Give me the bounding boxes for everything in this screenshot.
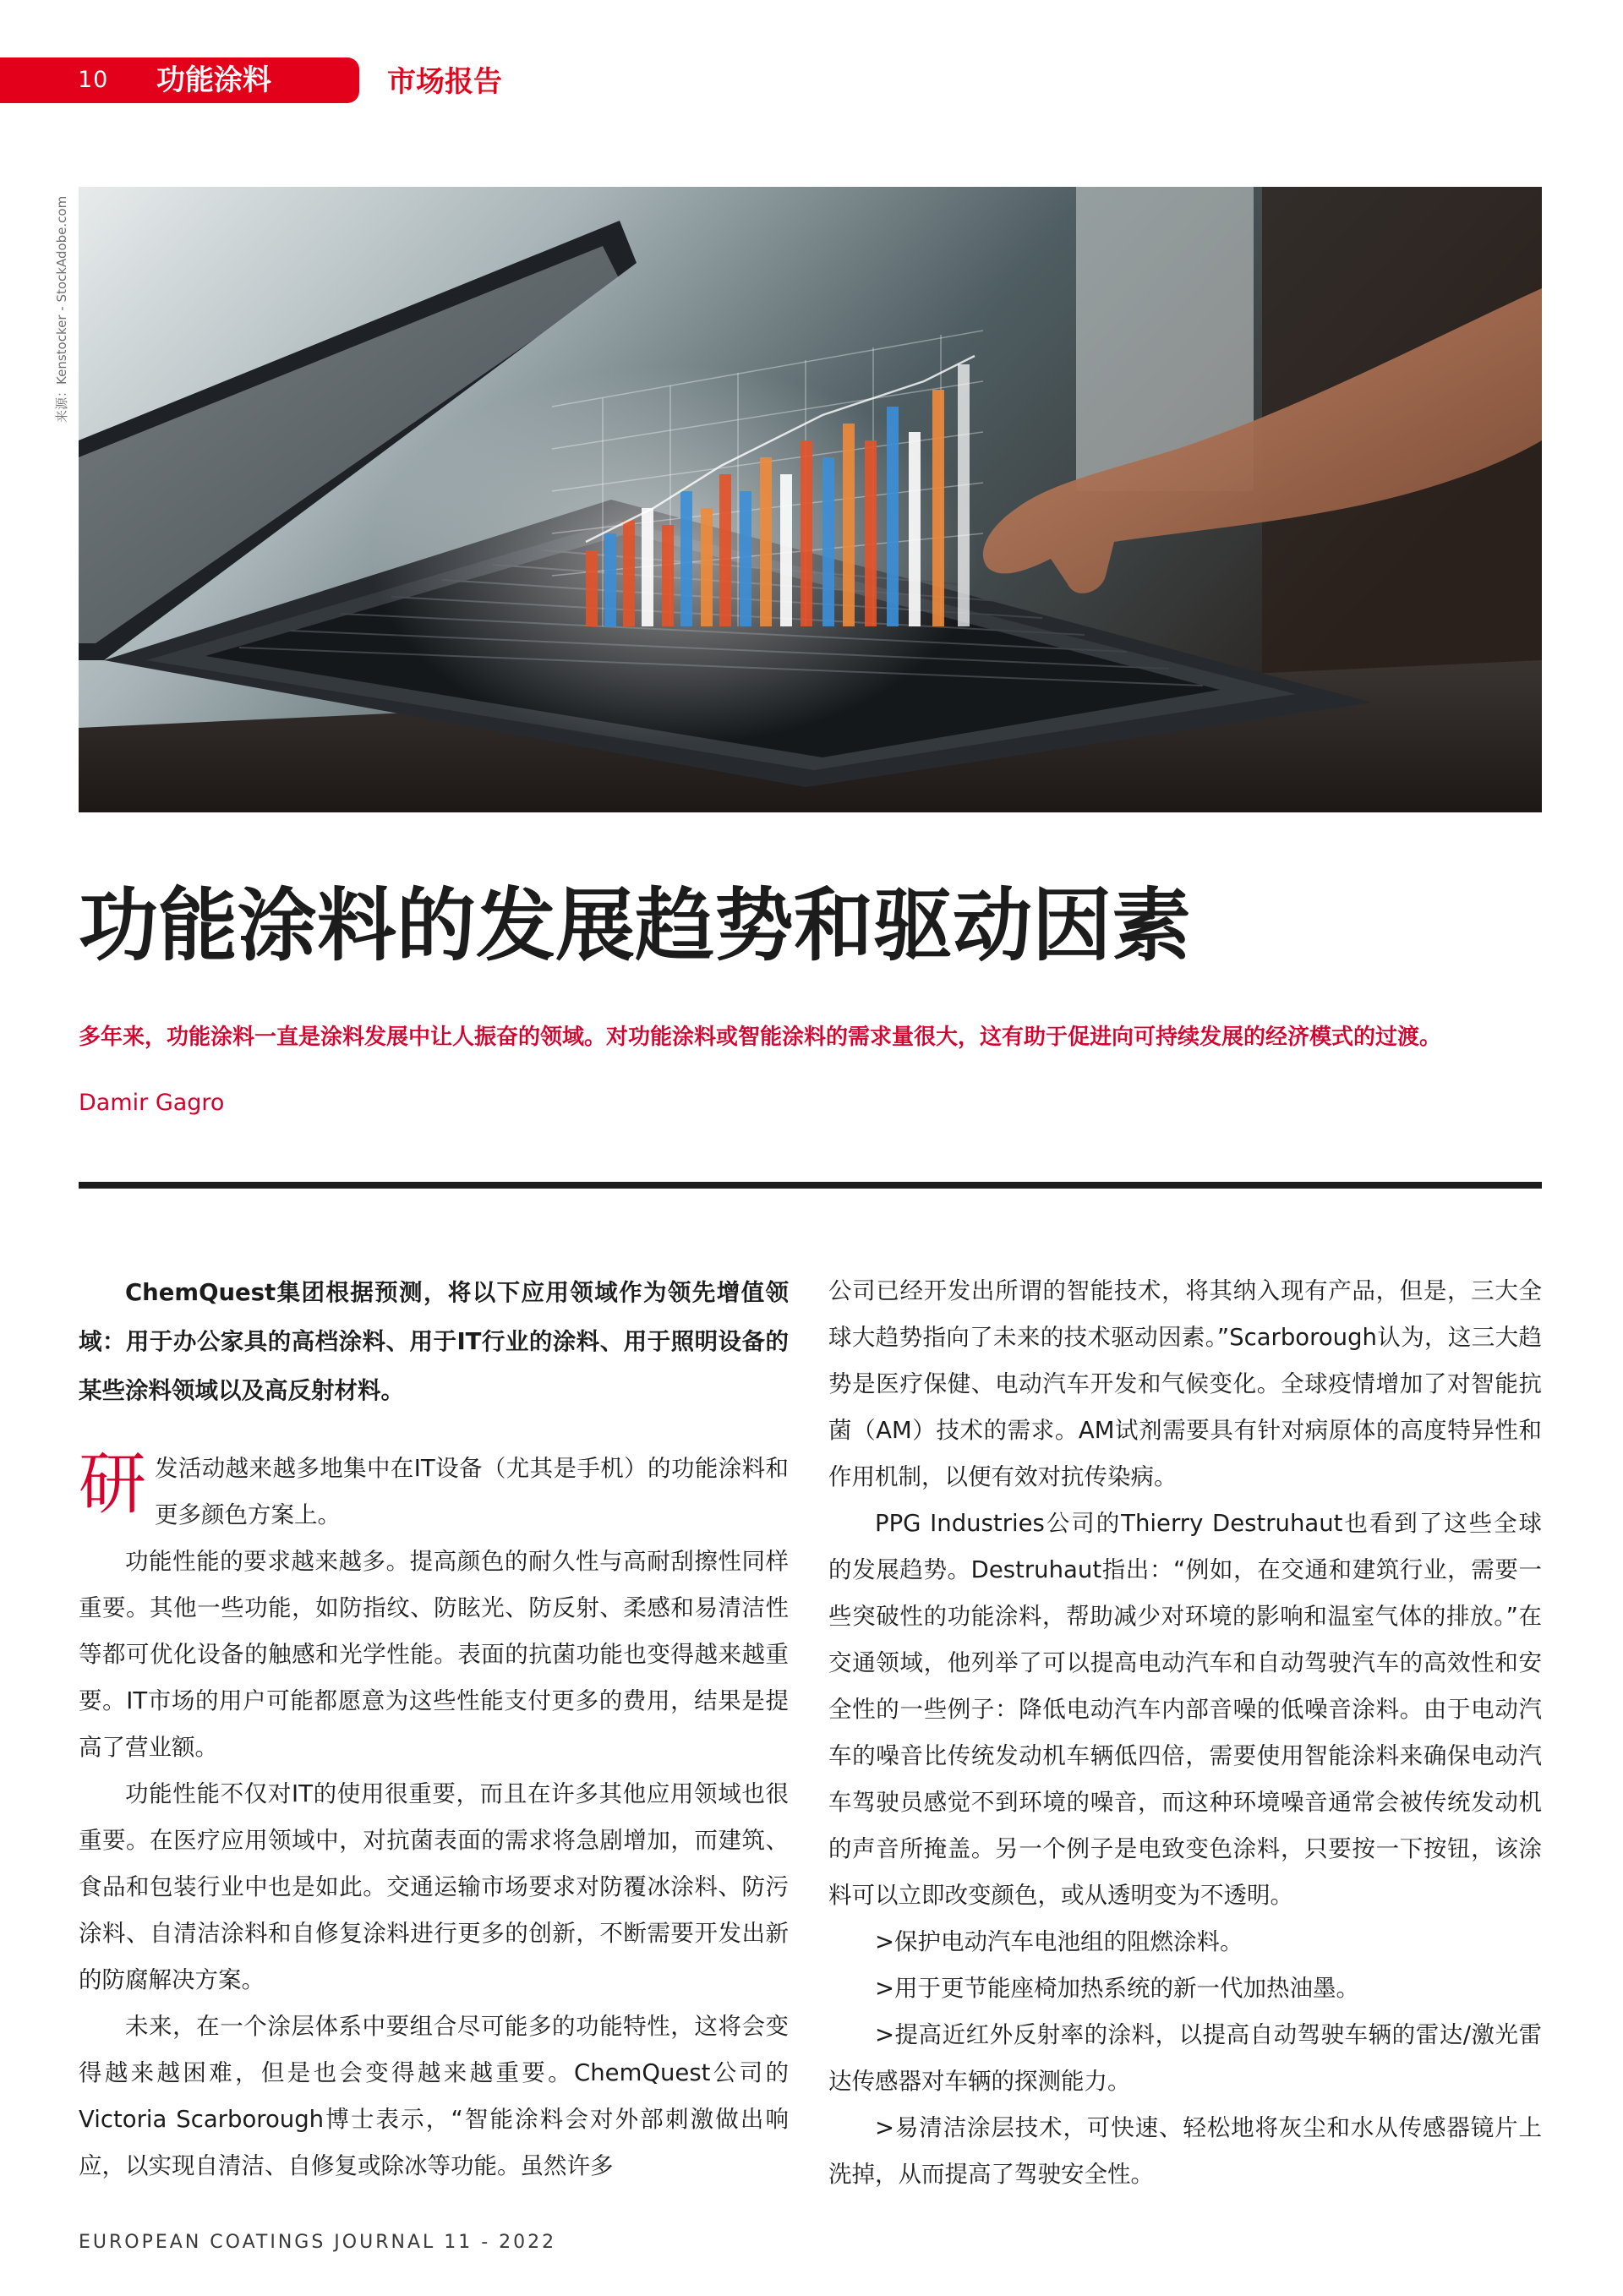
- body-paragraph: PPG Industries公司的Thierry Destruhaut也看到了这些全球的发展趋势。Destruhaut指出：“例如，在交通和建筑行业，需要一些突破性的功能涂料，帮助减少对环境的影响和温室气体的排放。”在交通领域，他列举了可以提高电动汽车和自动驾驶汽车的高效性和安全性的一些例子：降低电动汽车内部音噪的低噪音涂料。由于电动汽车的噪音比传统发动机车辆低四倍，需要使用智能涂料来确保电动汽车驾驶员感觉不到环境的噪音，而这种环境噪音通常会被传统发动机的声音所掩盖。另一个例子是电致变色涂料，只要按一下按钮，该涂料可以立即改变颜色，或从透明变为不透明。: [828, 1510, 1542, 1909]
- dropcap: 研: [79, 1445, 146, 1523]
- body-paragraph: [79, 1446, 789, 1539]
- lead-paragraph: 多年来，功能涂料一直是涂料发展中让人振奋的领域。对功能涂料或智能涂料的需求量很大，这有助于促进向可持续发展的经济模式的过渡。: [79, 1025, 1442, 1050]
- section-name: 功能涂料: [156, 63, 271, 97]
- page-number: 10: [78, 67, 109, 93]
- bullet-item: >保护电动汽车电池组的阻燃涂料。: [875, 1928, 1243, 1955]
- category-label: 市场报告: [387, 65, 502, 99]
- article-title: 功能涂料的发展趋势和驱动因素: [79, 880, 1192, 972]
- journal-footer: EUROPEAN COATINGS JOURNAL 11 - 2022: [79, 2232, 557, 2253]
- body-paragraph: 未来，在一个涂层体系中要组合尽可能多的功能特性，这将会变得越来越困难，但是也会变得越来越重要。ChemQuest公司的Victoria Scarborough博士表示，“智能涂料会对外部刺激做出响应，以实现自清洁、自修复或除冰等功能。虽然许多: [79, 2013, 789, 2179]
- bullet-item: >用于更节能座椅加热系统的新一代加热油墨。: [875, 1975, 1360, 2002]
- laptop-chart-photo-icon: [79, 187, 1542, 812]
- body-text: 发活动越来越多地集中在IT设备（尤其是手机）的功能涂料和更多颜色方案上。: [155, 1455, 789, 1528]
- body-paragraph: 功能性能的要求越来越多。提高颜色的耐久性与高耐刮擦性同样重要。其他一些功能，如防指纹、防眩光、防反射、柔感和易清洁性等都可优化设备的触感和光学性能。表面的抗菌功能也变得越来越重要。IT市场的用户可能都愿意为这些性能支付更多的费用，结果是提高了营业额。: [79, 1548, 789, 1761]
- bullet-item: >提高近红外反射率的涂料，以提高自动驾驶车辆的雷达/激光雷达传感器对车辆的探测能力。: [828, 2021, 1542, 2095]
- image-credit: 来源：Kenstocker - StockAdobe.com: [54, 195, 69, 423]
- hero-image: [79, 187, 1542, 812]
- left-column: [79, 1268, 789, 2189]
- bullet-item: >易清洁涂层技术，可快速、轻松地将灰尘和水从传感器镜片上洗掉，从而提高了驾驶安全性。: [828, 2114, 1542, 2188]
- body-paragraph: 功能性能不仅对IT的使用很重要，而且在许多其他应用领域也很重要。在医疗应用领域中，对抗菌表面的需求将急剧增加，而建筑、食品和包装行业中也是如此。交通运输市场要求对防覆冰涂料、防污涂料、自清洁涂料和自修复涂料进行更多的创新，不断需要开发出新的防腐解决方案。: [79, 1780, 789, 1993]
- body-paragraph: 公司已经开发出所谓的智能技术，将其纳入现有产品，但是，三大全球大趋势指向了未来的技术驱动因素。”Scarborough认为，这三大趋势是医疗保健、电动汽车开发和气候变化。全球疫情增加了对智能抗菌（AM）技术的需求。AM试剂需要具有针对病原体的高度特异性和作用机制，以便有效对抗传染病。: [828, 1277, 1542, 1490]
- intro-paragraph: ChemQuest集团根据预测，将以下应用领域作为领先增值领域：用于办公家具的高档涂料、用于IT行业的涂料、用于照明设备的某些涂料领域以及高反射材料。: [79, 1279, 789, 1404]
- right-column: [828, 1268, 1542, 2198]
- author: Damir Gagro: [79, 1090, 225, 1116]
- title-divider: [79, 1182, 1542, 1189]
